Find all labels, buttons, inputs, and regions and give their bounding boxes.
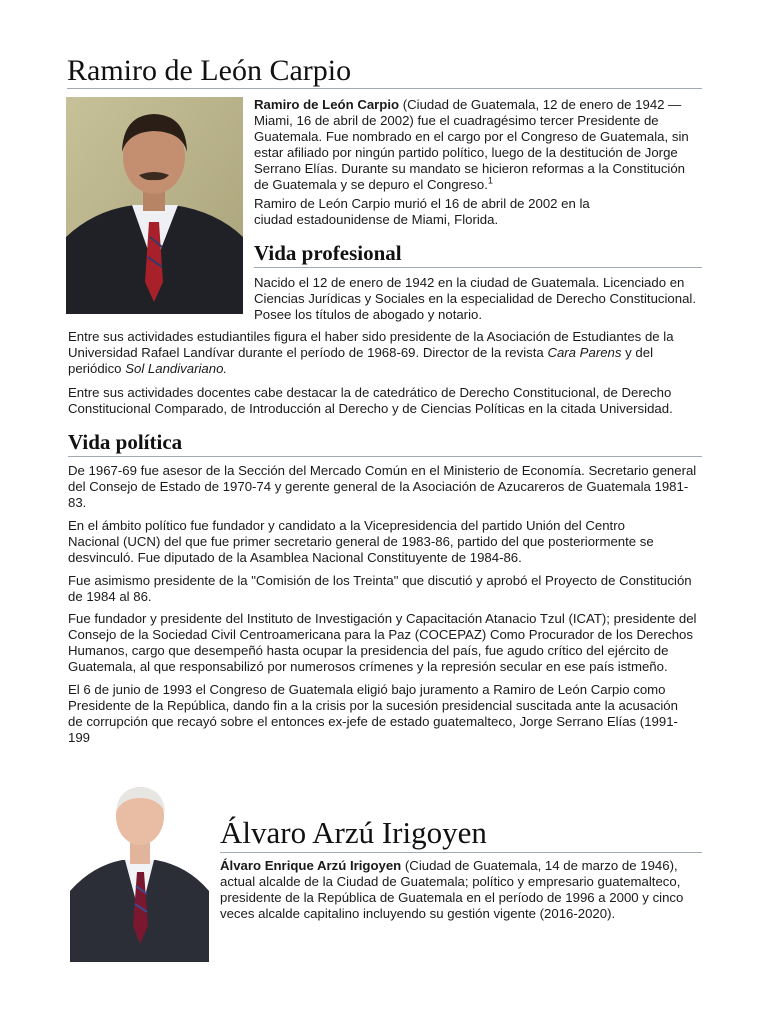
section-rule [68,456,702,457]
reference-link[interactable]: 1 [487,175,493,186]
paragraph-comision: Fue asimismo presidente de la "Comisión de los Treinta" que discutió y aprobó el Proyecto de Constitución de 1984 al 86. [68,573,692,604]
paragraph-icat: Fue fundador y presidente del Instituto de Investigación y Capacitación Atanacio Tzul (ICAT); presidente del Consejo de la Sociedad Civil Centroamericana para la Paz (COCEPAZ) Como Procurador de los Derechos Humanos, cargo que desempeñó hasta ocupar la presidencia del país, fue agudo crítico del ejército de Guatemala, al que responsabilizó por numerosos crímenes y la represión secular en ese país istmeño. [68,611,697,674]
revista-cara-parens: Cara Parens [547,345,622,360]
paragraph-estudiantiles [68,329,702,377]
portrait-photo-ramiro [66,97,243,314]
article2-intro-text: (Ciudad de Guatemala, 14 de marzo de 1946), actual alcalde de la Ciudad de Guatemala; político y empresario guatemalteco, presidente de la República de Guatemala en el período de 1996 a 2000 y cinco veces alcalde capitalino incluyendo su gestión vigente (2016-2020). [220,858,684,921]
portrait-photo-alvaro [70,776,209,962]
paragraph-asesor: De 1967-69 fue asesor de la Sección del Mercado Común en el Ministerio de Economía. Secretario general del Consejo de Estado de 1970-74 y gerente general de la Asociación de Azucareros de Guatemala 1981-83. [68,463,697,510]
estudiantiles-text-a: Entre sus actividades estudiantiles figura el haber sido presidente de la Asociación de Estudiantes de la Universidad Rafael Landívar durante el período de 1968-69. Director de la revista [68,329,674,360]
article2-title: Álvaro Arzú Irigoyen [220,815,487,850]
intro-paragraph [254,97,702,193]
paragraph-docentes: Entre sus actividades docentes cabe destacar la de catedrático de Derecho Constitucional, de Derecho Constitucional Comparado, de Introducción al Derecho y de Ciencias Políticas en la citada Universidad. [68,385,673,416]
section-rule [254,267,702,268]
estudiantiles-text-b: y del periódico [68,345,654,376]
page-title: Ramiro de León Carpio [67,54,352,87]
paragraph-ucn: En el ámbito político fue fundador y candidato a la Vicepresidencia del partido Unión del Centro Nacional (UCN) del que fue primer secretario general de 1983-86, partido del que posteriormente se desvinculó. Fue diputado de la Asamblea Nacional Constituyente de 1984-86. [68,518,654,565]
intro-name: Ramiro de León Carpio [254,97,400,112]
paragraph-nacimiento: Nacido el 12 de enero de 1942 en la ciudad de Guatemala. Licenciado en Ciencias Jurídicas y Sociales en la especialidad de Derecho Constitucional. Posee los títulos de abogado y notario. [254,275,697,322]
periodico-sol-landivariano: Sol Landivariano. [125,361,228,376]
death-paragraph: Ramiro de León Carpio murió el 16 de abril de 2002 en la ciudad estadounidense de Miami, Florida. [254,196,590,227]
article2-intro-paragraph [220,858,685,922]
title-rule [67,88,702,89]
section-heading-vida-profesional: Vida profesional [254,241,402,265]
section-heading-vida-politica: Vida política [68,430,183,454]
paragraph-1993: El 6 de junio de 1993 el Congreso de Guatemala eligió bajo juramento a Ramiro de León Carpio como Presidente de la República, dando fin a la crisis por la sucesión presidencial suscitada ante la acusación de corrupción que recayó sobre el entonces ex-jefe de estado guatemalteco, Jorge Serrano Elías (1991-199 [68,682,678,745]
intro-text: (Ciudad de Guatemala, 12 de enero de 1942 — Miami, 16 de abril de 2002) fue el cuadragésimo tercer Presidente de Guatemala. Fue nombrado en el cargo por el Congreso de Guatemala, sin estar afiliado por ningún partido político, luego de la destitución de Jorge Serrano Elías. Durante su mandato se hicieron reformas a la Constitución de Guatemala y se depuro el Congreso. [254,97,689,192]
title-rule [220,852,702,853]
article2-intro-name: Álvaro Enrique Arzú Irigoyen [220,858,402,873]
